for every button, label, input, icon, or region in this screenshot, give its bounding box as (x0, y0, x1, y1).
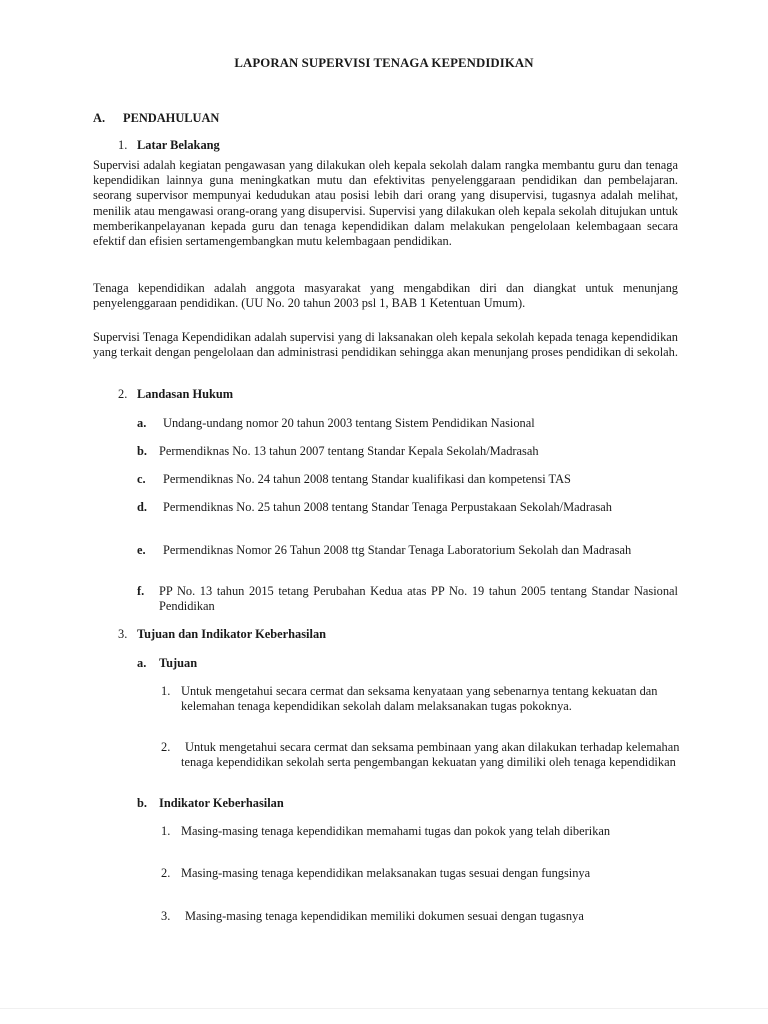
landasan-item-text: Permendiknas No. 25 tahun 2008 tentang Standar Tenaga Perpustakaan Sekolah/Madrasah (163, 500, 612, 514)
latar-belakang-heading: Latar Belakang (137, 138, 220, 152)
landasan-item-letter: d. (137, 500, 147, 514)
latar-belakang-paragraph-1: Supervisi adalah kegiatan pengawasan yang dilakukan oleh kepala sekolah dalam rangka membantu guru dan tenaga kependidikan lainnya guna meningkatkan mutu dan efektivitas penyelenggaraan pendidikan dan pembelajaran. seorang supervisor mempunyai kedudukan atau posisi lebih dari orang yang disupervisi, tugasnya adalah melihat, menilik atau mengawasi orang-orang yang disupervisi. Supervisi yang dilakukan oleh kepala sekolah ditujukan untuk memberikanpelayanan kepada guru dan tenaga kependidikan dalam melakukan pengelolaan kelembagaan secara efektif dan efisien sertamengembangkan mutu kelembagaan pendidikan. (93, 158, 678, 249)
latar-belakang-marker: 1. (118, 138, 128, 152)
landasan-item-letter: a. (137, 416, 147, 430)
page-bottom-edge (0, 1008, 768, 1009)
indikator-item-text: Masing-masing tenaga kependidikan memahami tugas dan pokok yang telah diberikan (181, 824, 611, 838)
tujuan-indikator-heading: Tujuan dan Indikator Keberhasilan (137, 627, 327, 641)
landasan-item-letter: c. (137, 472, 146, 486)
tujuan-item-number: 2. (161, 740, 171, 754)
landasan-item-letter: b. (137, 444, 147, 458)
tujuan-heading: Tujuan (159, 656, 198, 670)
latar-belakang-paragraph-3: Supervisi Tenaga Kependidikan adalah supervisi yang di laksanakan oleh kepala sekolah kepada tenaga kependidikan yang terkait dengan pengelolaan dan administrasi pendidikan sehingga akan menunjang proses pendidikan di sekolah. (93, 330, 678, 360)
landasan-item-text: Permendiknas Nomor 26 Tahun 2008 ttg Standar Tenaga Laboratorium Sekolah dan Madrasah (163, 543, 632, 557)
indikator-letter: b. (137, 796, 147, 810)
landasan-item-text: Permendiknas No. 24 tahun 2008 tentang Standar kualifikasi dan kompetensi TAS (163, 472, 571, 486)
landasan-item-text: Undang-undang nomor 20 tahun 2003 tentang Sistem Pendidikan Nasional (163, 416, 535, 430)
section-a-marker: A. (93, 111, 106, 125)
latar-belakang-paragraph-2: Tenaga kependidikan adalah anggota masyarakat yang mengabdikan diri dan diangkat untuk menunjang penyelenggaraan pendidikan. (UU No. 20 tahun 2003 psl 1, BAB 1 Ketentuan Umum). (93, 281, 678, 311)
landasan-item-letter: e. (137, 543, 146, 557)
document-title: LAPORAN SUPERVISI TENAGA KEPENDIDIKAN (234, 56, 534, 70)
section-a-heading: PENDAHULUAN (123, 111, 220, 125)
landasan-hukum-heading: Landasan Hukum (137, 387, 234, 401)
landasan-item-text: PP No. 13 tahun 2015 tetang Perubahan Kedua atas PP No. 19 tahun 2005 tentang Standar Nasional Pendidikan (159, 584, 678, 614)
indikator-item-text: Masing-masing tenaga kependidikan melaksanakan tugas sesuai dengan fungsinya (181, 866, 591, 880)
landasan-item-letter: f. (137, 584, 145, 598)
landasan-hukum-marker: 2. (118, 387, 128, 401)
indikator-item-text: Masing-masing tenaga kependidikan memiliki dokumen sesuai dengan tugasnya (185, 909, 584, 923)
tujuan-indikator-marker: 3. (118, 627, 128, 641)
tujuan-item-number: 1. (161, 684, 171, 698)
tujuan-item-text: Untuk mengetahui secara cermat dan seksama kenyataan yang sebenarnya tentang kekuatan dan kelemahan tenaga kependidikan sekolah dalam melaksanakan tugas pokoknya. (181, 684, 658, 714)
indikator-item-number: 2. (161, 866, 171, 880)
indikator-heading: Indikator Keberhasilan (159, 796, 284, 810)
indikator-item-number: 3. (161, 909, 171, 923)
landasan-item-text: Permendiknas No. 13 tahun 2007 tentang Standar Kepala Sekolah/Madrasah (159, 444, 539, 458)
tujuan-letter: a. (137, 656, 147, 670)
indikator-item-number: 1. (161, 824, 171, 838)
tujuan-item-text: Untuk mengetahui secara cermat dan seksama pembinaan yang akan dilakukan terhadap kelemahan tenaga kependidikan sekolah serta pengembangan kekuatan yang dimiliki oleh tenaga kependidikan (181, 740, 680, 770)
